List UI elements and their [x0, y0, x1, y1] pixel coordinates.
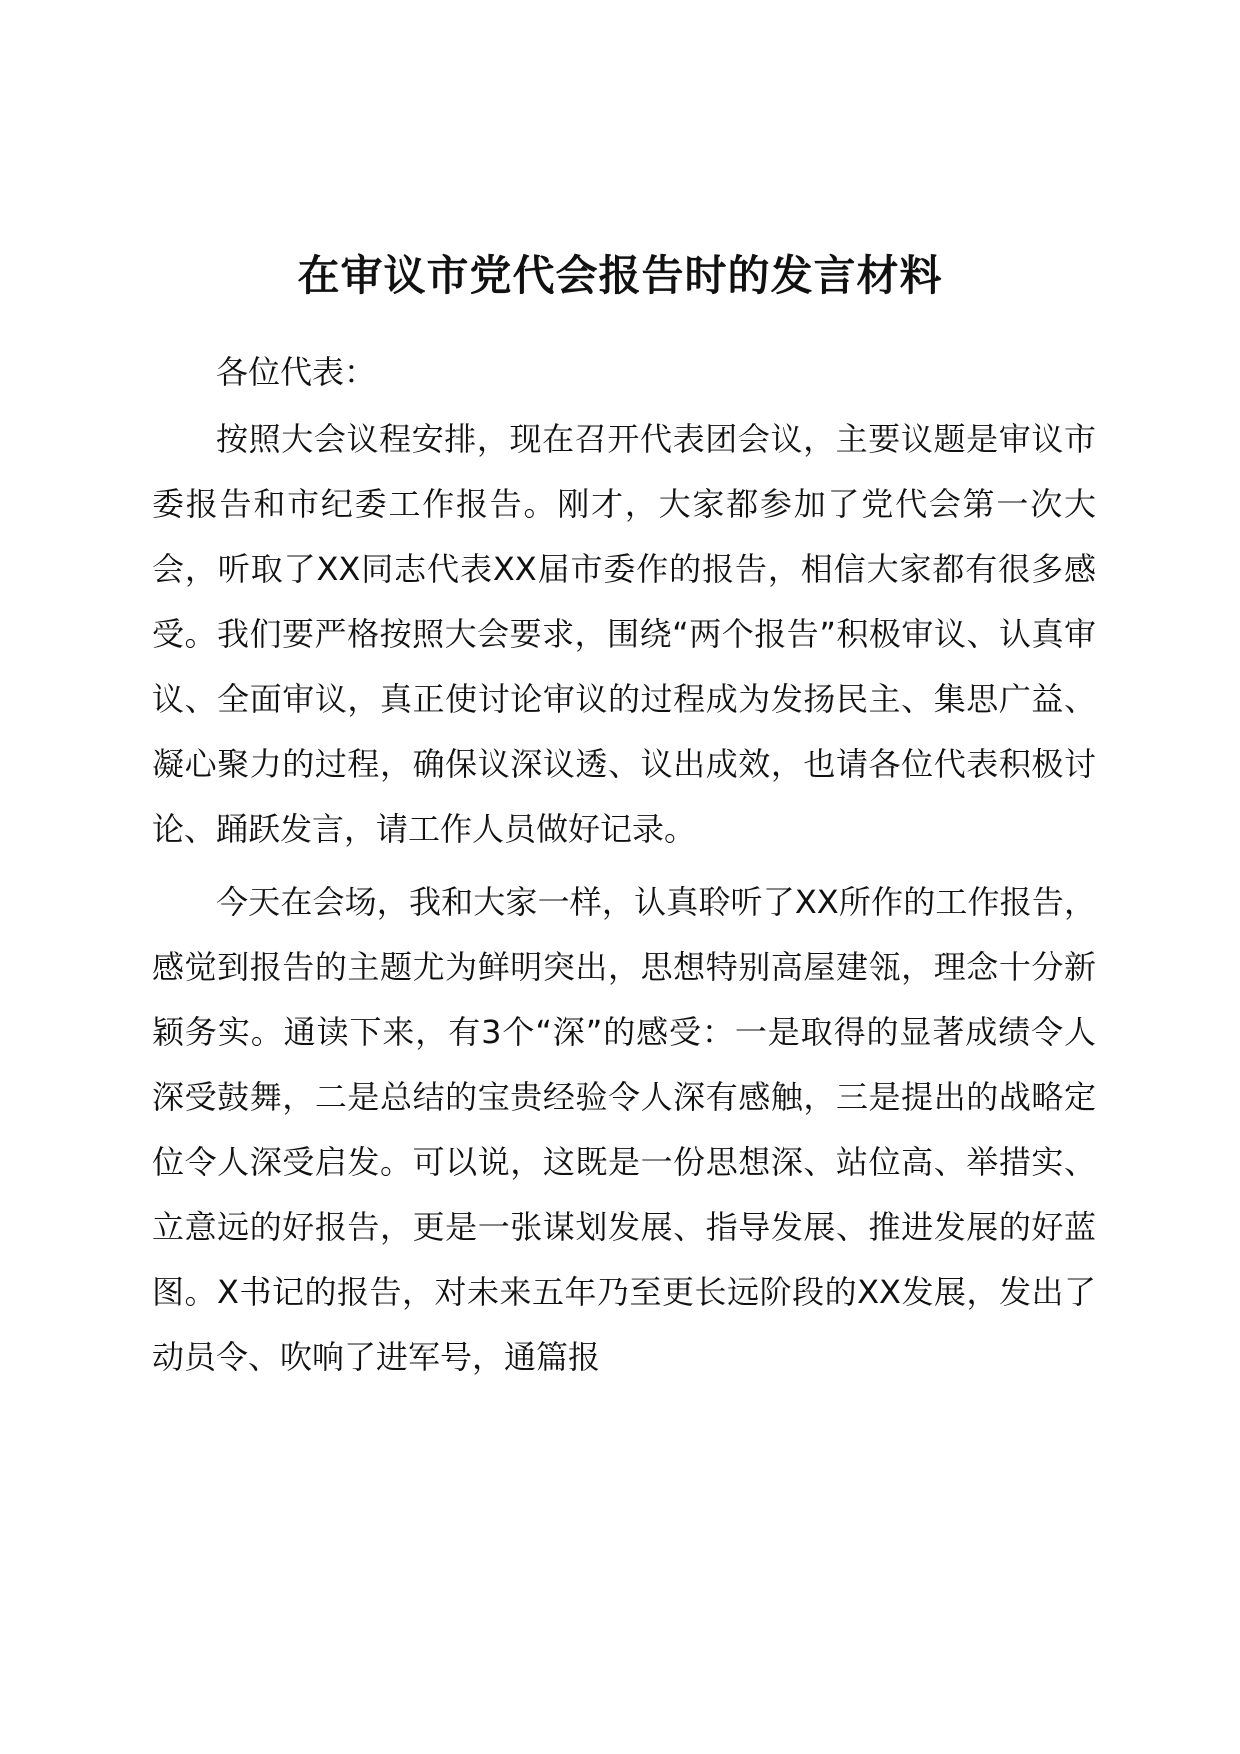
- salutation: 各位代表：: [216, 353, 377, 391]
- document-body: [152, 340, 1096, 1398]
- paragraph: 按照大会议程安排，现在召开代表团会议，主要议题是审议市委报告和市纪委工作报告。刚才，大家都参加了党代会第一次大会，听取了XX同志代表XX届市委作的报告，相信大家都有很多感受。我们要严格按照大会要求，围绕“两个报告”积极审议、认真审议、全面审议，真正使讨论审议的过程成为发扬民主、集思广益、凝心聚力的过程，确保议深议透、议出成效，也请各位代表积极讨论、踊跃发言，请工作人员做好记录。: [152, 420, 1096, 848]
- document-title: 在审议市党代会报告时的发言材料: [297, 251, 943, 300]
- paragraph: 今天在会场，我和大家一样，认真聆听了XX所作的工作报告，感觉到报告的主题尤为鲜明突出，思想特别高屋建瓴，理念十分新颖务实。通读下来，有3个“深”的感受：一是取得的显著成绩令人深受鼓舞，二是总结的宝贵经验令人深有感触，三是提出的战略定位令人深受启发。可以说，这既是一份思想深、站位高、举措实、立意远的好报告，更是一张谋划发展、指导发展、推进发展的好蓝图。X书记的报告，对未来五年乃至更长远阶段的XX发展，发出了动员令、吹响了进军号，通篇报: [152, 883, 1096, 1376]
